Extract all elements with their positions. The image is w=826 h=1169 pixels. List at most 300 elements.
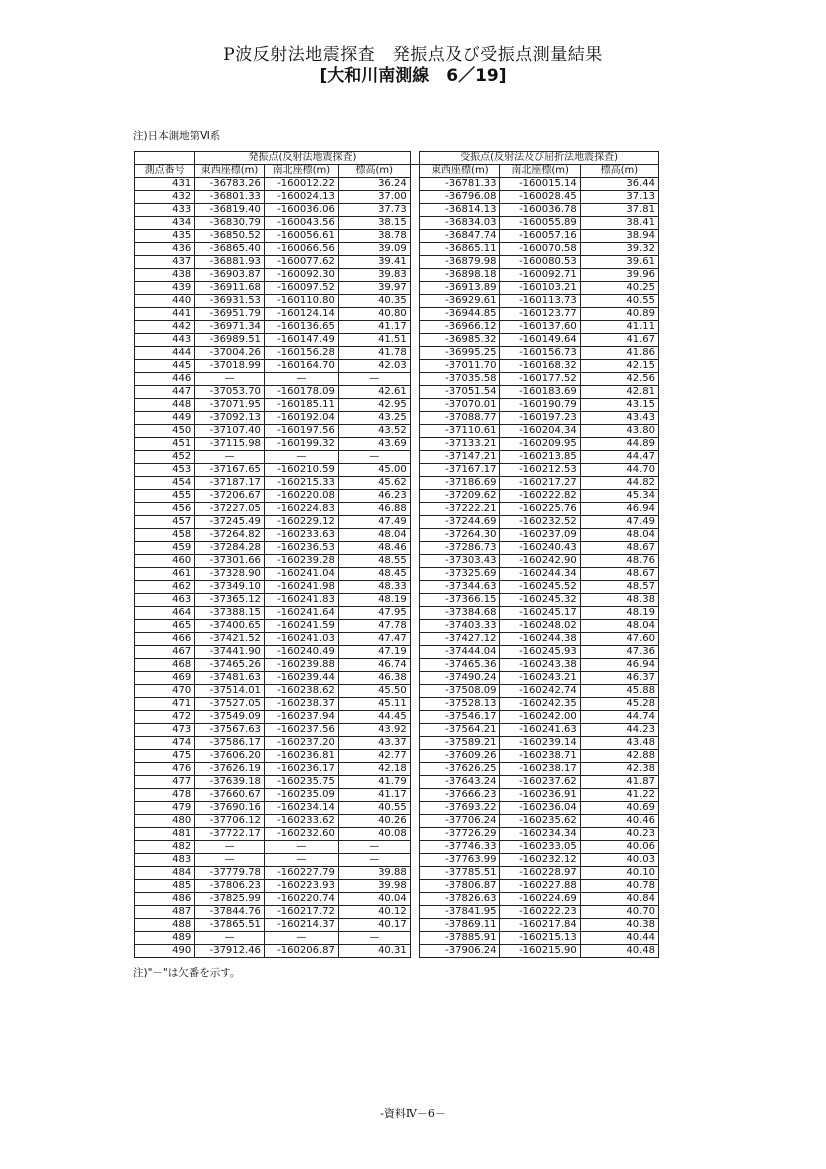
cell-receiver-ns: -160055.89 xyxy=(500,217,580,230)
cell-receiver-elevation: 41.67 xyxy=(580,334,658,347)
cell-source-elevation: 47.49 xyxy=(338,516,410,529)
cell-source-ns: -160147.49 xyxy=(264,334,338,347)
cell-point-id: 489 xyxy=(135,932,195,945)
cell-point-id: 445 xyxy=(135,360,195,373)
cell-source-ns: -160236.81 xyxy=(264,750,338,763)
cell-receiver-ns: -160015.14 xyxy=(500,178,580,191)
group-header-receiver: 受振点(反射法及び屈折法地震探査) xyxy=(420,152,659,165)
table-row xyxy=(135,308,659,321)
cell-receiver-ew: -36879.98 xyxy=(420,256,500,269)
cell-receiver-ew: -37465.36 xyxy=(420,659,500,672)
cell-receiver-elevation: 41.86 xyxy=(580,347,658,360)
cell-point-id: 446 xyxy=(135,373,195,386)
cell-receiver-ns: -160149.64 xyxy=(500,334,580,347)
table-row xyxy=(135,347,659,360)
cell-source-elevation: 37.00 xyxy=(338,191,410,204)
cell-receiver-elevation: 41.87 xyxy=(580,776,658,789)
cell-source-elevation: 45.62 xyxy=(338,477,410,490)
cell-receiver-ns: -160232.52 xyxy=(500,516,580,529)
cell-source-ew: -37071.95 xyxy=(195,399,265,412)
cell-source-ew: -37053.70 xyxy=(195,386,265,399)
cell-receiver-ns: -160190.79 xyxy=(500,399,580,412)
cell-source-ns: -160199.32 xyxy=(264,438,338,451)
table-row xyxy=(135,516,659,529)
cell-source-elevation: 45.11 xyxy=(338,698,410,711)
cell-source-ns: -160036.06 xyxy=(264,204,338,217)
cell-receiver-ns: -160236.04 xyxy=(500,802,580,815)
cell-point-id: 487 xyxy=(135,906,195,919)
table-row xyxy=(135,360,659,373)
cell-receiver-ew: -37490.24 xyxy=(420,672,500,685)
cell-source-elevation: 40.08 xyxy=(338,828,410,841)
table-row xyxy=(135,802,659,815)
cell-source-ns: -160238.62 xyxy=(264,685,338,698)
table-row xyxy=(135,425,659,438)
table-row xyxy=(135,386,659,399)
cell-source-ew: -37912.46 xyxy=(195,945,265,958)
survey-table-body xyxy=(135,178,659,958)
cell-point-id: 447 xyxy=(135,386,195,399)
cell-receiver-ew: -36995.25 xyxy=(420,347,500,360)
cell-receiver-ew: -37209.62 xyxy=(420,490,500,503)
cell-receiver-ew: -37110.61 xyxy=(420,425,500,438)
cell-point-id: 435 xyxy=(135,230,195,243)
cell-point-id: 471 xyxy=(135,698,195,711)
cell-source-ew: -37206.67 xyxy=(195,490,265,503)
cell-receiver-elevation: 42.15 xyxy=(580,360,658,373)
cell-receiver-ew: -37869.11 xyxy=(420,919,500,932)
cell-source-ns: -160092.30 xyxy=(264,269,338,282)
table-row xyxy=(135,438,659,451)
cell-receiver-ew: -37826.63 xyxy=(420,893,500,906)
cell-receiver-ns: -160239.14 xyxy=(500,737,580,750)
cell-receiver-ew: -37508.09 xyxy=(420,685,500,698)
cell-source-ns: -160206.87 xyxy=(264,945,338,958)
cell-point-id: 478 xyxy=(135,789,195,802)
cell-source-elevation: 40.26 xyxy=(338,815,410,828)
cell-receiver-elevation: 40.48 xyxy=(580,945,658,958)
cell-source-ew: -36931.53 xyxy=(195,295,265,308)
cell-receiver-ns: -160242.00 xyxy=(500,711,580,724)
cell-receiver-ns: -160233.05 xyxy=(500,841,580,854)
cell-source-ns: -160043.56 xyxy=(264,217,338,230)
cell-source-ns: -160237.56 xyxy=(264,724,338,737)
cell-source-elevation: — xyxy=(338,841,410,854)
cell-receiver-elevation: 40.25 xyxy=(580,282,658,295)
table-row xyxy=(135,841,659,854)
cell-source-ns: — xyxy=(264,451,338,464)
cell-source-elevation: 45.00 xyxy=(338,464,410,477)
cell-receiver-ew: -37344.63 xyxy=(420,581,500,594)
table-row xyxy=(135,217,659,230)
cell-receiver-ns: -160036.78 xyxy=(500,204,580,217)
cell-receiver-elevation: 42.88 xyxy=(580,750,658,763)
cell-receiver-ns: -160242.35 xyxy=(500,698,580,711)
cell-receiver-elevation: 46.94 xyxy=(580,503,658,516)
cell-source-elevation: 38.78 xyxy=(338,230,410,243)
cell-point-id: 466 xyxy=(135,633,195,646)
cell-point-id: 468 xyxy=(135,659,195,672)
cell-receiver-elevation: 40.89 xyxy=(580,308,658,321)
table-row xyxy=(135,464,659,477)
cell-receiver-ns: -160222.82 xyxy=(500,490,580,503)
cell-receiver-ns: -160235.62 xyxy=(500,815,580,828)
cell-source-ns: -160238.37 xyxy=(264,698,338,711)
page-footer: -資料Ⅳ－6－ xyxy=(380,1107,446,1120)
cell-receiver-elevation: 47.36 xyxy=(580,646,658,659)
table-row xyxy=(135,243,659,256)
cell-source-ew: -37865.51 xyxy=(195,919,265,932)
cell-point-id: 482 xyxy=(135,841,195,854)
cell-receiver-ns: -160244.34 xyxy=(500,568,580,581)
cell-point-id: 438 xyxy=(135,269,195,282)
cell-point-id: 442 xyxy=(135,321,195,334)
cell-source-ns: -160220.08 xyxy=(264,490,338,503)
cell-point-id: 431 xyxy=(135,178,195,191)
cell-point-id: 462 xyxy=(135,581,195,594)
cell-source-ew: -37092.13 xyxy=(195,412,265,425)
cell-source-ew: -37115.98 xyxy=(195,438,265,451)
cell-point-id: 472 xyxy=(135,711,195,724)
col-header-receiver-ew: 東西座標(m) xyxy=(420,165,500,178)
cell-source-ew: -37660.67 xyxy=(195,789,265,802)
cell-receiver-elevation: 45.34 xyxy=(580,490,658,503)
cell-receiver-elevation: 46.94 xyxy=(580,659,658,672)
cell-point-id: 454 xyxy=(135,477,195,490)
cell-source-ns: -160220.74 xyxy=(264,893,338,906)
table-row xyxy=(135,594,659,607)
table-row xyxy=(135,191,659,204)
cell-source-elevation: 40.80 xyxy=(338,308,410,321)
cell-source-elevation: 42.77 xyxy=(338,750,410,763)
table-row xyxy=(135,321,659,334)
cell-receiver-ew: -37051.54 xyxy=(420,386,500,399)
cell-source-elevation: — xyxy=(338,451,410,464)
cell-point-id: 455 xyxy=(135,490,195,503)
cell-receiver-ns: -160028.45 xyxy=(500,191,580,204)
cell-point-id: 485 xyxy=(135,880,195,893)
cell-point-id: 456 xyxy=(135,503,195,516)
cell-receiver-ns: -160242.74 xyxy=(500,685,580,698)
cell-receiver-elevation: 39.96 xyxy=(580,269,658,282)
cell-point-id: 477 xyxy=(135,776,195,789)
cell-receiver-ew: -37011.70 xyxy=(420,360,500,373)
table-row xyxy=(135,295,659,308)
cell-source-elevation: 39.09 xyxy=(338,243,410,256)
cell-receiver-ew: -37906.24 xyxy=(420,945,500,958)
col-header-id: 測点番号 xyxy=(135,165,195,178)
cell-receiver-elevation: 48.04 xyxy=(580,620,658,633)
cell-source-ew: -37349.10 xyxy=(195,581,265,594)
cell-point-id: 433 xyxy=(135,204,195,217)
cell-source-elevation: 40.35 xyxy=(338,295,410,308)
cell-source-elevation: 40.17 xyxy=(338,919,410,932)
cell-source-ew: -36989.51 xyxy=(195,334,265,347)
cell-source-elevation: 43.25 xyxy=(338,412,410,425)
table-row xyxy=(135,880,659,893)
cell-receiver-ew: -37746.33 xyxy=(420,841,500,854)
cell-receiver-ns: -160228.97 xyxy=(500,867,580,880)
table-row xyxy=(135,555,659,568)
cell-source-elevation: 42.95 xyxy=(338,399,410,412)
cell-point-id: 457 xyxy=(135,516,195,529)
cell-receiver-elevation: 47.60 xyxy=(580,633,658,646)
table-row xyxy=(135,815,659,828)
cell-source-ns: -160192.04 xyxy=(264,412,338,425)
cell-source-ew: — xyxy=(195,451,265,464)
cell-point-id: 473 xyxy=(135,724,195,737)
cell-receiver-elevation: 40.69 xyxy=(580,802,658,815)
cell-point-id: 464 xyxy=(135,607,195,620)
col-header-source-ew: 東西座標(m) xyxy=(195,165,265,178)
cell-receiver-ns: -160070.58 xyxy=(500,243,580,256)
table-row xyxy=(135,763,659,776)
cell-point-id: 441 xyxy=(135,308,195,321)
cell-receiver-ew: -37589.21 xyxy=(420,737,500,750)
cell-receiver-ew: -36966.12 xyxy=(420,321,500,334)
cell-source-ew: -37639.18 xyxy=(195,776,265,789)
cell-receiver-ns: -160234.34 xyxy=(500,828,580,841)
cell-receiver-ew: -36913.89 xyxy=(420,282,500,295)
cell-source-ew: -36951.79 xyxy=(195,308,265,321)
cell-source-ns: -160164.70 xyxy=(264,360,338,373)
table-row xyxy=(135,529,659,542)
cell-source-ns: -160215.33 xyxy=(264,477,338,490)
cell-receiver-ew: -37726.29 xyxy=(420,828,500,841)
cell-receiver-elevation: 40.03 xyxy=(580,854,658,867)
document-title: P波反射法地震探査 発振点及び受振点測量結果 xyxy=(223,45,603,65)
cell-receiver-ew: -36944.85 xyxy=(420,308,500,321)
cell-source-elevation: 43.52 xyxy=(338,425,410,438)
table-row xyxy=(135,776,659,789)
cell-source-elevation: 43.37 xyxy=(338,737,410,750)
cell-receiver-elevation: 40.06 xyxy=(580,841,658,854)
cell-point-id: 443 xyxy=(135,334,195,347)
cell-source-ns: -160241.64 xyxy=(264,607,338,620)
table-row xyxy=(135,867,659,880)
table-row xyxy=(135,334,659,347)
cell-receiver-elevation: 42.56 xyxy=(580,373,658,386)
cell-source-elevation: 47.95 xyxy=(338,607,410,620)
cell-receiver-ew: -37609.26 xyxy=(420,750,500,763)
cell-receiver-ew: -36929.61 xyxy=(420,295,500,308)
cell-receiver-ns: -160244.38 xyxy=(500,633,580,646)
cell-receiver-elevation: 43.80 xyxy=(580,425,658,438)
cell-receiver-ns: -160245.52 xyxy=(500,581,580,594)
cell-source-elevation: 47.47 xyxy=(338,633,410,646)
cell-source-ew: -37400.65 xyxy=(195,620,265,633)
table-row xyxy=(135,581,659,594)
cell-source-ns: -160214.37 xyxy=(264,919,338,932)
cell-source-elevation: 39.98 xyxy=(338,880,410,893)
cell-receiver-elevation: 40.46 xyxy=(580,815,658,828)
group-header-source: 発振点(反射法地震探査) xyxy=(195,152,411,165)
cell-source-ns: -160178.09 xyxy=(264,386,338,399)
cell-source-ew: -37806.23 xyxy=(195,880,265,893)
cell-source-elevation: 43.69 xyxy=(338,438,410,451)
cell-receiver-ew: -36796.08 xyxy=(420,191,500,204)
cell-source-ew: -37388.15 xyxy=(195,607,265,620)
cell-receiver-ns: -160245.17 xyxy=(500,607,580,620)
cell-source-elevation: 39.88 xyxy=(338,867,410,880)
cell-receiver-elevation: 44.89 xyxy=(580,438,658,451)
cell-receiver-elevation: 48.38 xyxy=(580,594,658,607)
cell-source-elevation: 42.18 xyxy=(338,763,410,776)
cell-source-ns: -160233.62 xyxy=(264,815,338,828)
table-row xyxy=(135,685,659,698)
table-row xyxy=(135,646,659,659)
cell-receiver-ns: -160224.69 xyxy=(500,893,580,906)
cell-receiver-elevation: 44.82 xyxy=(580,477,658,490)
cell-receiver-elevation: 43.15 xyxy=(580,399,658,412)
cell-source-elevation: 48.04 xyxy=(338,529,410,542)
cell-point-id: 458 xyxy=(135,529,195,542)
cell-source-ns: — xyxy=(264,373,338,386)
cell-receiver-ns: -160248.02 xyxy=(500,620,580,633)
coordinate-system-note: 注)日本測地第Ⅵ系 xyxy=(133,130,221,142)
table-row xyxy=(135,854,659,867)
cell-receiver-ns: -160215.13 xyxy=(500,932,580,945)
table-row xyxy=(135,230,659,243)
cell-receiver-ew: -37384.68 xyxy=(420,607,500,620)
table-row xyxy=(135,906,659,919)
cell-receiver-elevation: 40.44 xyxy=(580,932,658,945)
cell-receiver-elevation: 46.37 xyxy=(580,672,658,685)
cell-source-ew: -37722.17 xyxy=(195,828,265,841)
cell-source-ew: -37301.66 xyxy=(195,555,265,568)
cell-source-ns: -160239.28 xyxy=(264,555,338,568)
table-row xyxy=(135,178,659,191)
cell-receiver-ns: -160241.63 xyxy=(500,724,580,737)
col-header-source-elev: 標高(m) xyxy=(338,165,410,178)
cell-receiver-ns: -160197.23 xyxy=(500,412,580,425)
cell-receiver-ew: -37427.12 xyxy=(420,633,500,646)
cell-point-id: 474 xyxy=(135,737,195,750)
cell-receiver-ns: -160137.60 xyxy=(500,321,580,334)
cell-receiver-elevation: 44.47 xyxy=(580,451,658,464)
cell-source-elevation: 41.17 xyxy=(338,789,410,802)
cell-source-ns: -160110.80 xyxy=(264,295,338,308)
cell-source-elevation: 48.46 xyxy=(338,542,410,555)
cell-receiver-ew: -37088.77 xyxy=(420,412,500,425)
table-row xyxy=(135,204,659,217)
cell-point-id: 434 xyxy=(135,217,195,230)
cell-receiver-elevation: 48.57 xyxy=(580,581,658,594)
cell-source-ns: -160234.14 xyxy=(264,802,338,815)
cell-receiver-ew: -36847.74 xyxy=(420,230,500,243)
cell-receiver-ew: -37303.43 xyxy=(420,555,500,568)
cell-receiver-ew: -37186.69 xyxy=(420,477,500,490)
cell-source-elevation: 46.38 xyxy=(338,672,410,685)
cell-source-ew: -37328.90 xyxy=(195,568,265,581)
cell-source-ew: -36911.68 xyxy=(195,282,265,295)
cell-point-id: 440 xyxy=(135,295,195,308)
cell-receiver-ns: -160217.27 xyxy=(500,477,580,490)
cell-source-ew: -37706.12 xyxy=(195,815,265,828)
cell-point-id: 480 xyxy=(135,815,195,828)
cell-source-ew: -37586.17 xyxy=(195,737,265,750)
cell-source-elevation: 36.24 xyxy=(338,178,410,191)
cell-source-ew: -37825.99 xyxy=(195,893,265,906)
cell-source-elevation: — xyxy=(338,373,410,386)
cell-receiver-elevation: 40.23 xyxy=(580,828,658,841)
cell-source-ns: — xyxy=(264,854,338,867)
cell-source-ew: -36971.34 xyxy=(195,321,265,334)
cell-receiver-elevation: 42.38 xyxy=(580,763,658,776)
cell-receiver-ew: -37626.25 xyxy=(420,763,500,776)
cell-receiver-elevation: 36.44 xyxy=(580,178,658,191)
cell-source-elevation: 38.15 xyxy=(338,217,410,230)
cell-receiver-elevation: 44.70 xyxy=(580,464,658,477)
cell-receiver-ns: -160168.32 xyxy=(500,360,580,373)
survey-table xyxy=(134,151,659,958)
cell-source-ew: -37264.82 xyxy=(195,529,265,542)
cell-point-id: 467 xyxy=(135,646,195,659)
table-row xyxy=(135,256,659,269)
cell-source-ns: -160239.44 xyxy=(264,672,338,685)
table-row xyxy=(135,789,659,802)
cell-source-elevation: 41.17 xyxy=(338,321,410,334)
cell-receiver-elevation: 43.43 xyxy=(580,412,658,425)
cell-receiver-ew: -37286.73 xyxy=(420,542,500,555)
cell-point-id: 460 xyxy=(135,555,195,568)
cell-source-ew: -36850.52 xyxy=(195,230,265,243)
cell-source-elevation: 37.73 xyxy=(338,204,410,217)
cell-point-id: 479 xyxy=(135,802,195,815)
cell-source-ew: -37018.99 xyxy=(195,360,265,373)
table-row xyxy=(135,607,659,620)
cell-source-elevation: 46.23 xyxy=(338,490,410,503)
cell-receiver-ns: -160213.85 xyxy=(500,451,580,464)
cell-receiver-elevation: 41.22 xyxy=(580,789,658,802)
cell-receiver-ns: -160217.84 xyxy=(500,919,580,932)
table-row xyxy=(135,724,659,737)
cell-source-ns: -160136.65 xyxy=(264,321,338,334)
cell-receiver-ew: -37693.22 xyxy=(420,802,500,815)
cell-receiver-ns: -160113.73 xyxy=(500,295,580,308)
cell-point-id: 451 xyxy=(135,438,195,451)
table-row xyxy=(135,373,659,386)
cell-source-ns: -160236.53 xyxy=(264,542,338,555)
cell-source-ns: -160197.56 xyxy=(264,425,338,438)
cell-source-elevation: 42.03 xyxy=(338,360,410,373)
cell-source-ew: -37284.28 xyxy=(195,542,265,555)
cell-receiver-ew: -36834.03 xyxy=(420,217,500,230)
cell-source-ew: -36819.40 xyxy=(195,204,265,217)
cell-source-elevation: 48.19 xyxy=(338,594,410,607)
table-row xyxy=(135,659,659,672)
cell-receiver-ns: -160177.52 xyxy=(500,373,580,386)
cell-receiver-ns: -160243.21 xyxy=(500,672,580,685)
cell-receiver-ew: -37133.21 xyxy=(420,438,500,451)
cell-point-id: 481 xyxy=(135,828,195,841)
cell-source-ns: -160024.13 xyxy=(264,191,338,204)
cell-source-ns: -160056.61 xyxy=(264,230,338,243)
cell-source-ns: -160235.09 xyxy=(264,789,338,802)
cell-source-ew: -37606.20 xyxy=(195,750,265,763)
cell-source-elevation: 40.31 xyxy=(338,945,410,958)
cell-source-ew: -37441.90 xyxy=(195,646,265,659)
cell-source-elevation: 45.50 xyxy=(338,685,410,698)
cell-source-ns: -160124.14 xyxy=(264,308,338,321)
cell-source-elevation: 39.41 xyxy=(338,256,410,269)
cell-receiver-ew: -37564.21 xyxy=(420,724,500,737)
cell-source-ns: -160232.60 xyxy=(264,828,338,841)
cell-source-ns: -160229.12 xyxy=(264,516,338,529)
cell-receiver-ew: -37167.17 xyxy=(420,464,500,477)
cell-receiver-elevation: 44.23 xyxy=(580,724,658,737)
cell-receiver-ns: -160242.90 xyxy=(500,555,580,568)
